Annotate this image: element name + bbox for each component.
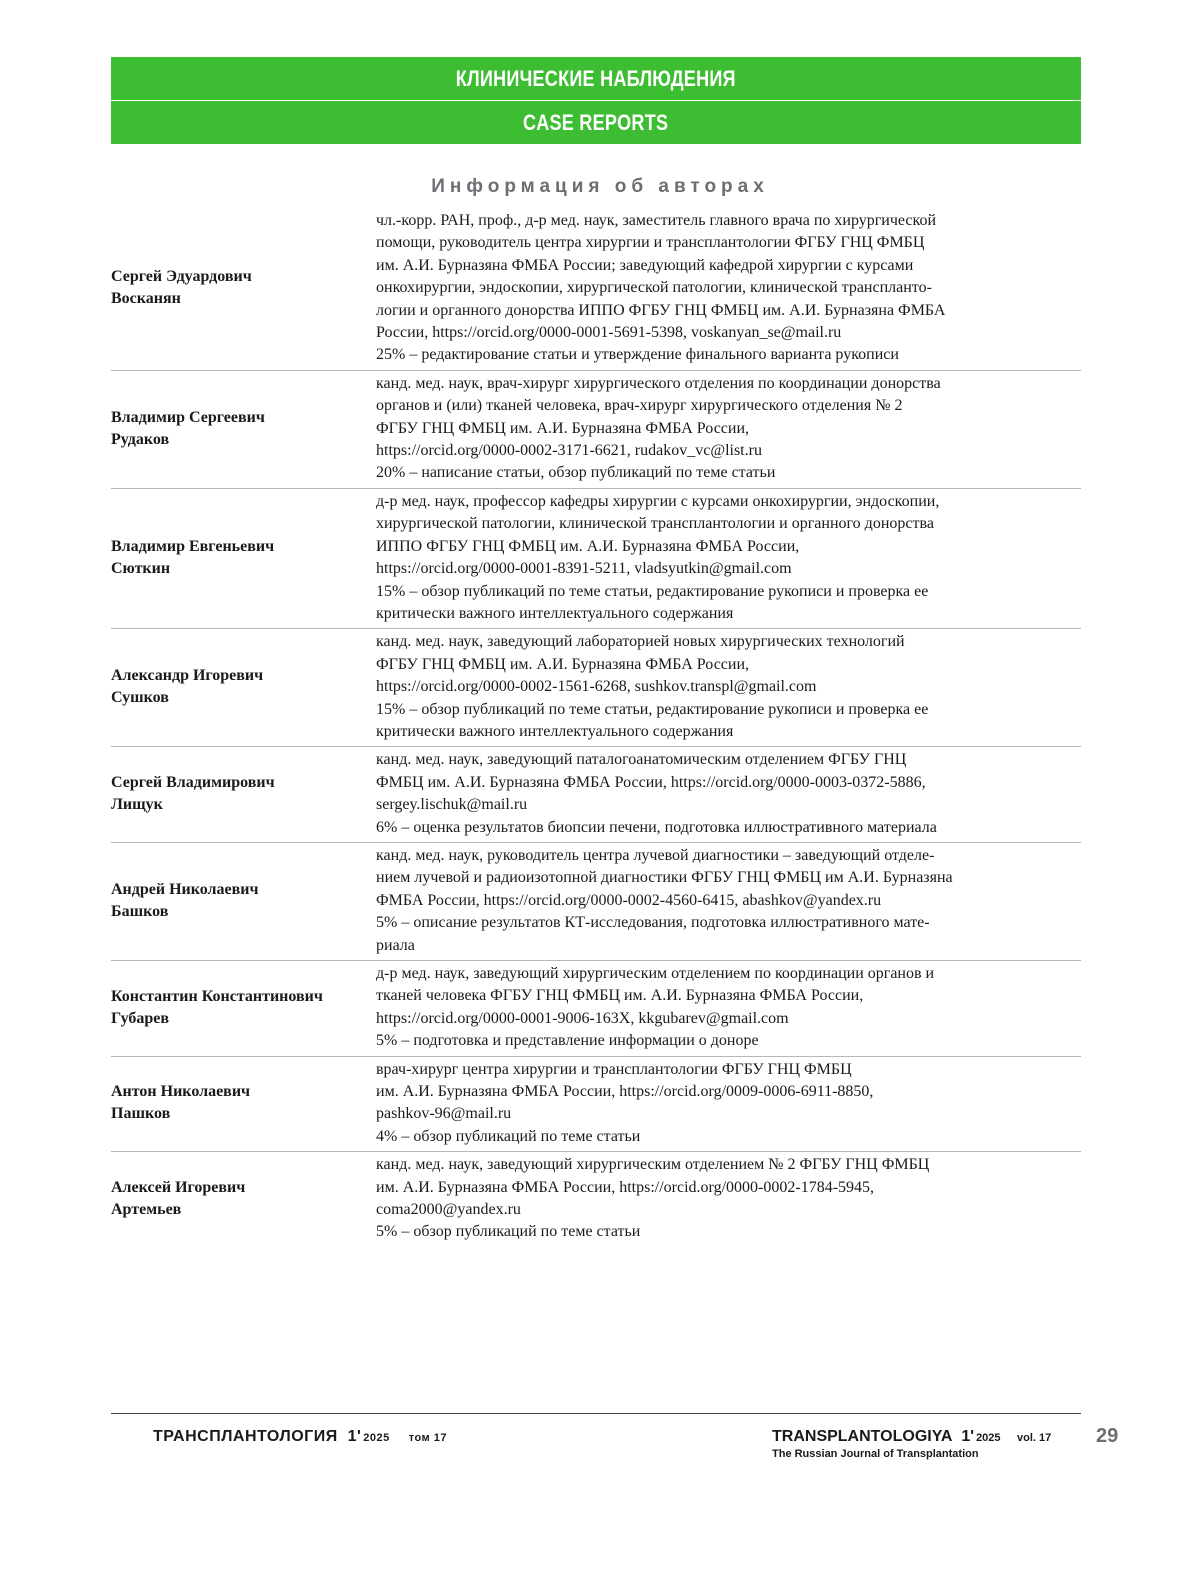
page-number: 29: [1096, 1425, 1119, 1447]
author-info-line: 6% – оценка результатов биопсии печени, подготовка иллюстративного материала: [376, 818, 937, 836]
author-info-line: им. А.И. Бурназяна ФМБА России; заведующий кафедрой хирургии с курсами: [376, 256, 914, 274]
author-info-line: нием лучевой и радиоизотопной диагностики ФГБУ ГНЦ ФМБЦ им А.И. Бурназяна: [376, 869, 953, 887]
author-info-line: coma2000@yandex.ru: [376, 1201, 521, 1219]
author-row: [111, 371, 1081, 489]
author-info-line: органов и (или) тканей человека, врач-хирург хирургического отделения № 2: [376, 397, 903, 415]
author-info: [376, 749, 1073, 839]
footer-year-ru: 2025: [363, 1432, 390, 1444]
author-name: [111, 986, 376, 1030]
section-band-en: [111, 101, 1081, 144]
author-row: [111, 1152, 1081, 1247]
author-info-line: им. А.И. Бурназяна ФМБА России, https://orcid.org/0000-0002-1784-5945,: [376, 1178, 875, 1196]
author-last-name: Сюткин: [111, 560, 171, 578]
footer-volume-ru: том 17: [408, 1432, 447, 1444]
footer-year-en: 2025: [976, 1432, 1001, 1444]
author-info-line: ФМБЦ им. А.И. Бурназяна ФМБА России, https://orcid.org/0000-0003-0372-5886,: [376, 773, 926, 791]
author-info-line: ИППО ФГБУ ГНЦ ФМБЦ им. А.И. Бурназяна ФМБА России,: [376, 537, 800, 555]
footer-journal-en-title: TRANSPLANTOLOGIYA: [772, 1428, 953, 1445]
author-info-line: 15% – обзор публикаций по теме статьи, редактирование рукописи и проверка ее: [376, 582, 929, 600]
authors-table: [111, 208, 1081, 1247]
author-info-line: 5% – подготовка и представление информации о доноре: [376, 1032, 759, 1050]
author-last-name: Артемьев: [111, 1201, 182, 1219]
author-info-line: чл.-корр. РАН, проф., д-р мед. наук, заместитель главного врача по хирургической: [376, 212, 937, 229]
author-first-names: Владимир Сергеевич: [111, 408, 265, 426]
author-row: [111, 961, 1081, 1057]
authors-section-title: Информация об авторах: [431, 176, 769, 197]
author-last-name: Восканян: [111, 290, 181, 308]
author-last-name: Пашков: [111, 1105, 171, 1123]
author-info-line: ФГБУ ГНЦ ФМБЦ им. А.И. Бурназяна ФМБА России,: [376, 419, 750, 437]
author-name: [111, 772, 376, 816]
author-info-line: России, https://orcid.org/0000-0001-5691-5398, voskanyan_se@mail.ru: [376, 324, 842, 342]
author-first-names: Алексей Игоревич: [111, 1179, 246, 1197]
author-info-line: им. А.И. Бурназяна ФМБА России, https://orcid.org/0009-0006-6911-8850,: [376, 1083, 874, 1101]
author-info-line: ФГБУ ГНЦ ФМБЦ им. А.И. Бурназяна ФМБА России,: [376, 655, 750, 673]
author-name: [111, 1081, 376, 1125]
footer-journal-en: [772, 1428, 1051, 1460]
author-row: [111, 747, 1081, 843]
author-name: [111, 879, 376, 923]
author-info-line: https://orcid.org/0000-0001-9006-163X, kkgubarev@gmail.com: [376, 1009, 789, 1027]
author-info-line: тканей человека ФГБУ ГНЦ ФМБЦ им. А.И. Бурназяна ФМБА России,: [376, 987, 864, 1005]
author-first-names: Константин Константинович: [111, 987, 323, 1005]
author-info-line: канд. мед. наук, заведующий лабораторией новых хирургических технологий: [376, 633, 905, 651]
author-name: [111, 1177, 376, 1221]
footer-divider: [111, 1413, 1081, 1414]
author-info-line: канд. мед. наук, заведующий хирургическим отделением № 2 ФГБУ ГНЦ ФМБЦ: [376, 1156, 930, 1174]
author-row: [111, 843, 1081, 961]
author-first-names: Андрей Николаевич: [111, 880, 259, 898]
author-info-line: хирургической патологии, клинической трансплантологии и органного донорства: [376, 515, 934, 533]
footer-volume-en: vol. 17: [1017, 1432, 1052, 1444]
author-row: [111, 208, 1081, 371]
author-info-line: 25% – редактирование статьи и утверждение финального варианта рукописи: [376, 346, 899, 364]
author-first-names: Владимир Евгеньевич: [111, 538, 275, 556]
author-name: [111, 407, 376, 451]
author-last-name: Башков: [111, 902, 169, 920]
author-info-line: ФМБА России, https://orcid.org/0000-0002-4560-6415, abashkov@yandex.ru: [376, 891, 882, 909]
author-name: [111, 536, 376, 580]
author-info: [376, 631, 1073, 743]
section-band-en-label: CASE REPORTS: [523, 110, 669, 135]
section-band-ru-label: КЛИНИЧЕСКИЕ НАБЛЮДЕНИЯ: [455, 66, 737, 91]
author-info-line: 20% – написание статьи, обзор публикаций по теме статьи: [376, 464, 776, 482]
author-info-line: pashkov-96@mail.ru: [376, 1105, 512, 1123]
author-info-line: 5% – описание результатов КТ-исследования, подготовка иллюстративного мате-: [376, 914, 930, 932]
author-info: [376, 963, 1073, 1053]
author-info-line: 5% – обзор публикаций по теме статьи: [376, 1223, 641, 1241]
author-info-line: канд. мед. наук, руководитель центра лучевой диагностики – заведующий отделе-: [376, 846, 935, 864]
author-name: [111, 266, 376, 310]
author-name: [111, 665, 376, 709]
author-last-name: Рудаков: [111, 430, 170, 448]
author-last-name: Губарев: [111, 1009, 169, 1027]
author-info-line: канд. мед. наук, врач-хирург хирургического отделения по координации донорства: [376, 374, 941, 392]
author-info-line: д-р мед. наук, профессор кафедры хирургии с курсами онкохирургии, эндоскопии,: [376, 492, 940, 510]
author-info-line: https://orcid.org/0000-0002-1561-6268, sushkov.transpl@gmail.com: [376, 678, 817, 696]
author-info-line: д-р мед. наук, заведующий хирургическим отделением по координации органов и: [376, 965, 935, 982]
author-info-line: критически важного интеллектуального содержания: [376, 604, 734, 622]
author-info-line: врач-хирург центра хирургии и трансплантологии ФГБУ ГНЦ ФМБЦ: [376, 1060, 852, 1078]
footer-subtitle-en: The Russian Journal of Transplantation: [772, 1448, 979, 1460]
author-row: [111, 629, 1081, 747]
author-info: [376, 1059, 1073, 1149]
author-info-line: 15% – обзор публикаций по теме статьи, редактирование рукописи и проверка ее: [376, 700, 929, 718]
author-row: [111, 489, 1081, 629]
author-info-line: логии и органного донорства ИППО ФГБУ ГНЦ ФМБЦ им. А.И. Бурназяна ФМБА: [376, 301, 946, 319]
author-first-names: Сергей Владимирович: [111, 774, 275, 792]
footer-issue-en: 1': [961, 1428, 975, 1445]
author-info-line: канд. мед. наук, заведующий паталогоанатомическим отделением ФГБУ ГНЦ: [376, 751, 907, 769]
author-info-line: https://orcid.org/0000-0001-8391-5211, vladsyutkin@gmail.com: [376, 560, 792, 578]
author-info-line: https://orcid.org/0000-0002-3171-6621, rudakov_vc@list.ru: [376, 442, 762, 460]
author-info-line: онкохирургии, эндоскопии, хирургической патологии, клинической транспланто-: [376, 279, 932, 297]
author-first-names: Сергей Эдуардович: [111, 268, 252, 286]
footer-issue-ru: 1': [347, 1428, 362, 1445]
section-band-ru: [111, 57, 1081, 100]
author-info-line: помощи, руководитель центра хирургии и трансплантологии ФГБУ ГНЦ ФМБЦ: [376, 234, 925, 252]
footer-journal-ru-title: ТРАНСПЛАНТОЛОГИЯ: [153, 1428, 338, 1445]
author-last-name: Лищук: [111, 796, 163, 814]
author-info-line: критически важного интеллектуального содержания: [376, 722, 734, 740]
author-last-name: Сушков: [111, 689, 169, 707]
author-info-line: sergey.lischuk@mail.ru: [376, 796, 528, 814]
author-info: [376, 1154, 1073, 1244]
author-info: [376, 491, 1073, 625]
author-info: [376, 845, 1073, 957]
author-info-line: риала: [376, 936, 415, 954]
author-info: [376, 373, 1073, 485]
author-first-names: Антон Николаевич: [111, 1083, 251, 1101]
author-info-line: 4% – обзор публикаций по теме статьи: [376, 1127, 641, 1145]
author-first-names: Александр Игоревич: [111, 667, 264, 685]
footer-journal-ru: [153, 1428, 447, 1446]
author-info: [376, 210, 1073, 367]
author-row: [111, 1057, 1081, 1153]
